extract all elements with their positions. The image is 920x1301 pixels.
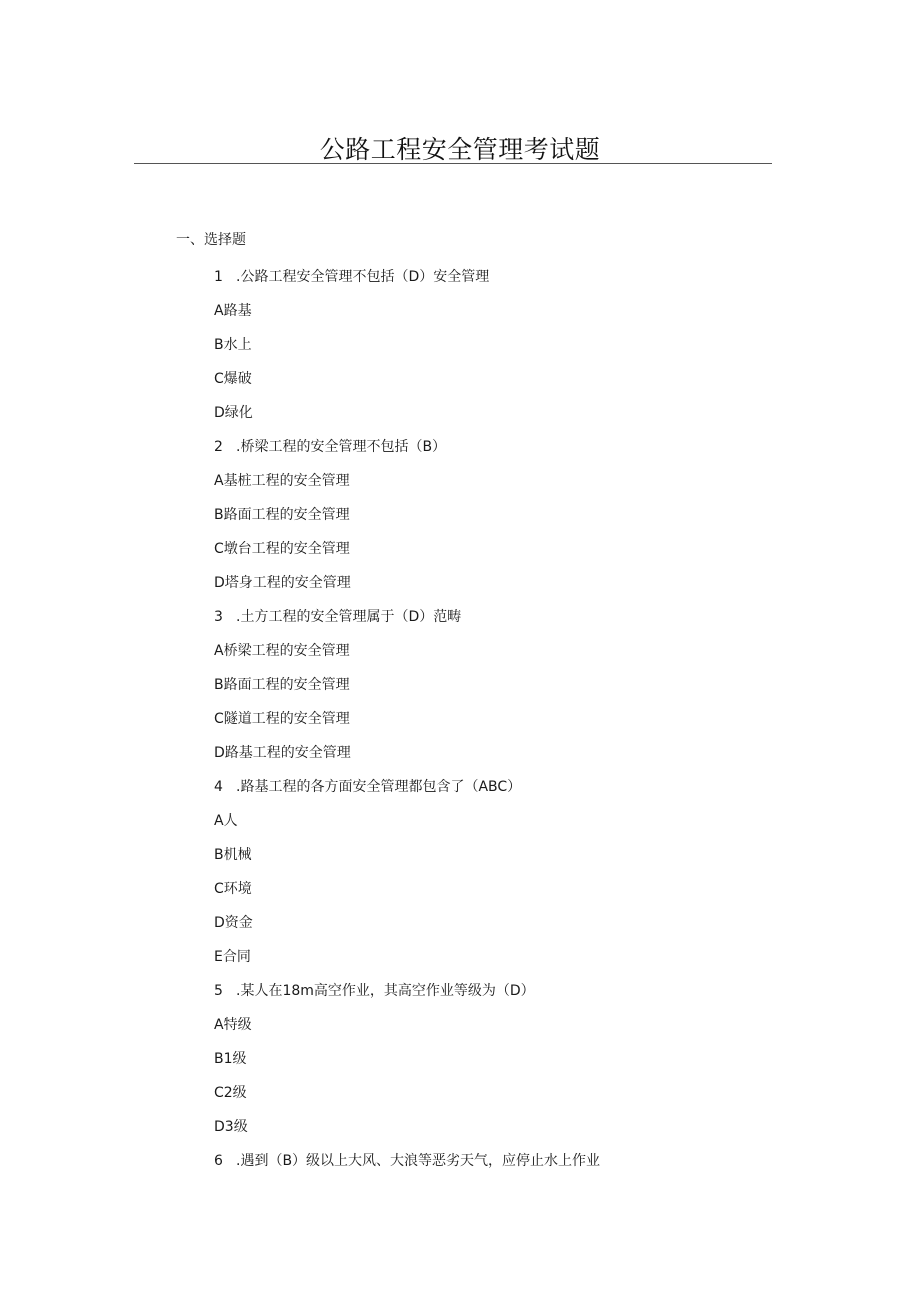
- question-6: [214, 1150, 854, 1184]
- answer-option: D路基工程的安全管理: [214, 745, 351, 761]
- document-title: 公路工程安全管理考试题: [319, 135, 601, 164]
- answer-option: C隧道工程的安全管理: [214, 711, 350, 727]
- question-number: 6: [214, 1153, 223, 1169]
- section-heading: 一、选择题: [176, 232, 246, 248]
- question-text: .某人在18m高空作业，其高空作业等级为（D）: [236, 983, 535, 999]
- answer-option: A人: [214, 813, 238, 829]
- answer-option: B路面工程的安全管理: [214, 507, 350, 523]
- question-5: [214, 980, 854, 1014]
- question-4: [214, 776, 854, 810]
- answer-option: E合同: [214, 949, 251, 965]
- answer-option: D塔身工程的安全管理: [214, 575, 351, 591]
- answer-option: D资金: [214, 915, 253, 931]
- answer-option: B水上: [214, 337, 252, 353]
- question-text: .土方工程的安全管理属于（D）范畴: [236, 609, 462, 625]
- answer-option: C环境: [214, 881, 252, 897]
- answer-option: C墩台工程的安全管理: [214, 541, 350, 557]
- question-number: 5: [214, 983, 223, 999]
- answer-option: B1级: [214, 1051, 247, 1067]
- answer-option: A路基: [214, 303, 252, 319]
- answer-option: B机械: [214, 847, 252, 863]
- question-number: 2: [214, 439, 223, 455]
- question-3: [214, 606, 854, 640]
- question-number: 3: [214, 609, 223, 625]
- question-list: [214, 266, 854, 1184]
- answer-option: A特级: [214, 1017, 252, 1033]
- answer-option: D绿化: [214, 405, 253, 421]
- question-text: .桥梁工程的安全管理不包括（B）: [236, 439, 447, 455]
- question-2: [214, 436, 854, 470]
- answer-option: B路面工程的安全管理: [214, 677, 350, 693]
- answer-option: C2级: [214, 1085, 247, 1101]
- answer-option: C爆破: [214, 371, 252, 387]
- question-text: .路基工程的各方面安全管理都包含了（ABC）: [236, 779, 522, 795]
- title-underline: [134, 163, 772, 164]
- answer-option: A桥梁工程的安全管理: [214, 643, 350, 659]
- question-number: 4: [214, 779, 223, 795]
- question-text: .公路工程安全管理不包括（D）安全管理: [236, 269, 490, 285]
- question-1: [214, 266, 854, 300]
- question-number: 1: [214, 269, 223, 285]
- answer-option: D3级: [214, 1119, 248, 1135]
- question-text: .遇到（B）级以上大风、大浪等恶劣天气，应停止水上作业: [236, 1153, 601, 1169]
- answer-option: A基桩工程的安全管理: [214, 473, 350, 489]
